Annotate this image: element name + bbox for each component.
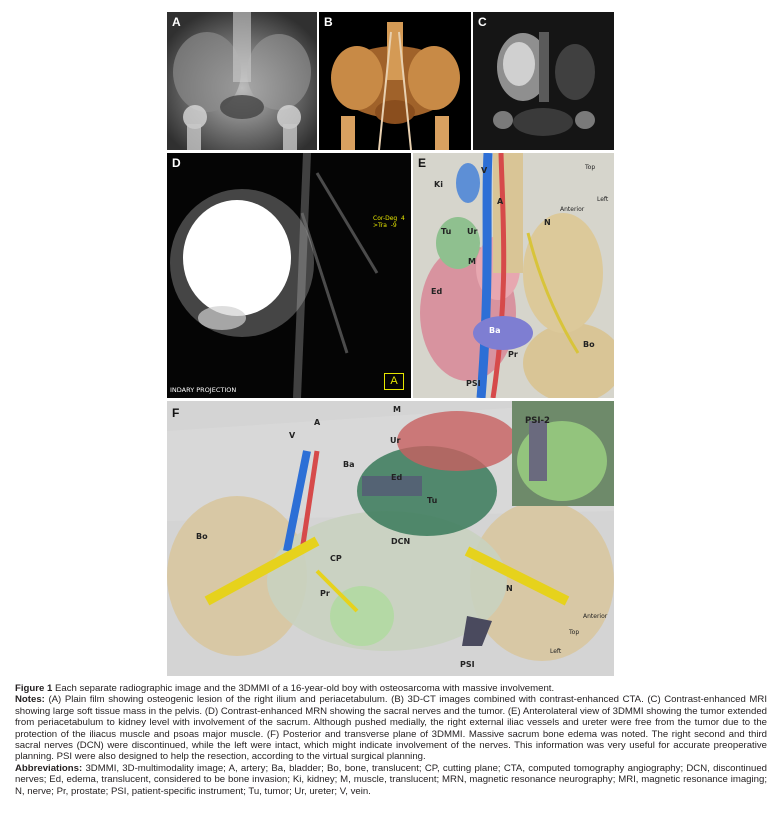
inset-psi2-label: PSI-2: [525, 416, 550, 426]
orientation-top: Top: [585, 164, 596, 171]
label-v: V: [481, 166, 488, 175]
panel-f-3dmmi: [167, 401, 614, 676]
panel-a-label: A: [172, 15, 181, 29]
panel-c-label: C: [478, 15, 487, 29]
panel-b-label: B: [324, 15, 333, 29]
panel-c-mri: [473, 12, 614, 150]
label-f-a: A: [314, 418, 321, 427]
panel-b-3dct: [319, 12, 471, 150]
notes-label: Notes:: [15, 694, 45, 706]
figure-caption: [15, 683, 767, 797]
mri-pelvis-image: [473, 12, 614, 150]
f-orientation-anterior: Anterior: [583, 613, 608, 620]
label-bo: Bo: [583, 340, 595, 349]
label-f-m: M: [393, 405, 401, 414]
label-m: M: [468, 257, 476, 266]
mrn-overlay-projection: INDARY PROJECTION: [170, 386, 237, 394]
label-ki: Ki: [434, 180, 443, 189]
label-f-ur: Ur: [390, 436, 401, 445]
label-n: N: [544, 218, 551, 227]
label-f-cp: CP: [330, 554, 342, 563]
figure-title: Each separate radiographic image and the 3DMMI of a 16-year-old boy with osteosarcoma with massive involvement.: [55, 683, 555, 694]
label-psi: PSI: [466, 379, 481, 388]
ct-pelvis-rendering: [319, 12, 471, 150]
label-f-tu: Tu: [427, 496, 438, 505]
notes-text: (A) Plain film showing osteogenic lesion of the right ilium and periacetabulum. (B) 3D-CT images combined with contrast-enhanced CTA. (C) Contrast-enhanced MRI showing large soft tissue mass in the pelvis. (D) Contrast-enhanced MRN showing the sacral nerves and the tumor. (E) Anterolateral view of 3DMMI showing the tumor extended from periacetabulum to kidney level with involvement of the sacrum. Although pushed medially, the right external iliac vessels and ureter were free from the tumor due to the protection of the iliacus muscle and psoas major muscle. (F) Posterior and transverse plane of 3DMMI. Massive sacrum bone edema was noted. The right second and third sacral nerves (DCN) were discontinued, while the left were intact, which might indicate involvement of the nerves. This information was very useful for accurate preoperative planning. PSI were also designed to help the resection, according to the virtual surgical planning.: [15, 694, 768, 763]
label-ba: Ba: [489, 326, 501, 335]
label-pr: Pr: [508, 350, 518, 359]
panel-d-mrn: [167, 153, 411, 398]
label-f-dcn: DCN: [391, 537, 411, 546]
caption-notes: [15, 694, 767, 762]
panel-e-3dmmi: [413, 153, 614, 398]
panel-d-label: D: [172, 156, 181, 170]
xray-pelvis-image: [167, 12, 317, 150]
label-f-ed: Ed: [391, 473, 403, 482]
label-f-bo: Bo: [196, 532, 208, 541]
abbreviations-text: 3DMMI, 3D-multimodality image; A, artery; Ba, bladder; Bo, bone, translucent; CP, cutting plane; CTA, computed tomography angiography; DCN, discontinued nerves; Ed, edema, translucent, considered to be bone invasion; Ki, kidney; M, muscle, translucent; MRN, magnetic resonance neurography; MRI, magnetic resonance imaging; N, nerve; Pr, prostate; PSI, patient-specific instrument; Tu, tumor; Ur, ureter; V, vein.: [15, 762, 767, 797]
mrn-box-label: A: [384, 373, 404, 390]
mrn-image: [167, 153, 411, 398]
f-orientation-left: Left: [550, 648, 562, 655]
orientation-left: Left: [597, 196, 609, 203]
label-ur: Ur: [467, 227, 478, 236]
caption-title: [15, 683, 767, 694]
f-orientation-top: Top: [569, 629, 580, 636]
figure-label: Figure 1: [15, 683, 53, 694]
label-ed: Ed: [431, 287, 443, 296]
label-f-ba: Ba: [343, 460, 355, 469]
abbreviations-label: Abbreviations:: [15, 762, 83, 774]
panel-a-xray: [167, 12, 317, 150]
label-f-n: N: [506, 584, 513, 593]
label-f-pr: Pr: [320, 589, 330, 598]
3dmmi-anterolateral-rendering: [413, 153, 614, 398]
label-tu: Tu: [441, 227, 452, 236]
label-a: A: [497, 197, 504, 206]
caption-abbreviations: [15, 763, 767, 797]
panel-f-label: F: [172, 406, 180, 420]
mrn-overlay-orientation: Cor-Deg 4 >Tra -9: [373, 215, 405, 229]
panel-e-label: E: [418, 156, 427, 170]
label-f-psi: PSI: [460, 660, 475, 669]
label-f-v: V: [289, 431, 296, 440]
orientation-anterior: Anterior: [560, 206, 585, 213]
